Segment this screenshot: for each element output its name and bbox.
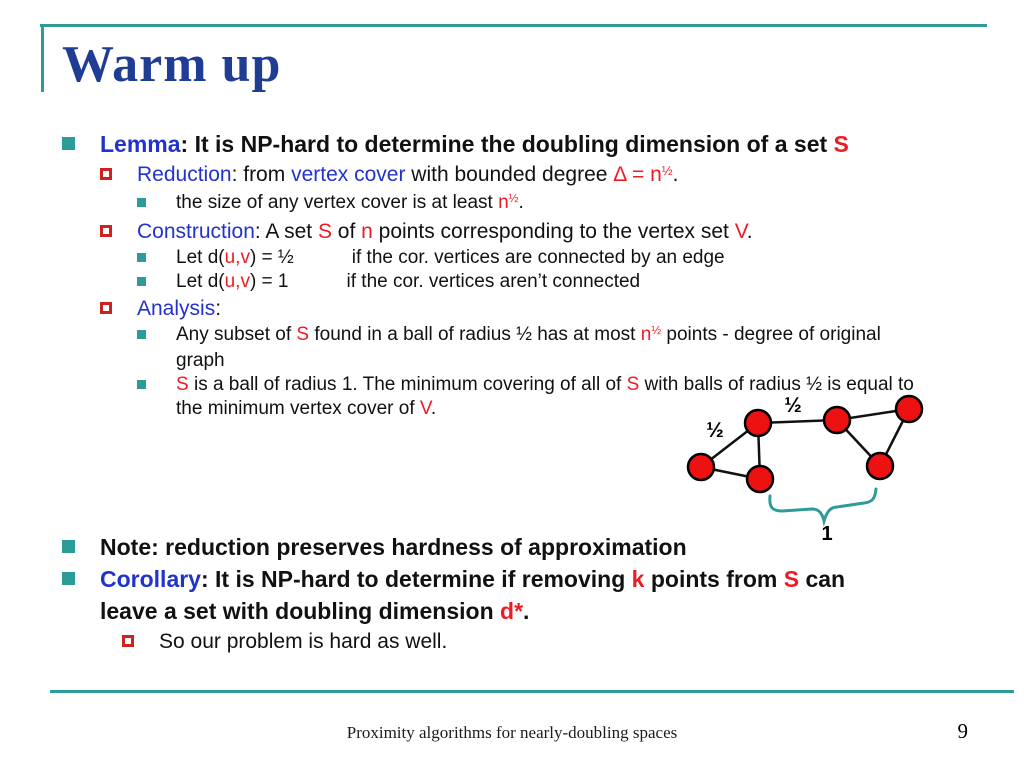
- footer-divider: [50, 690, 1014, 693]
- bullet-red-outline-square-icon: [100, 225, 112, 237]
- bullet-item: [0, 160, 984, 191]
- graph-node: [896, 396, 922, 422]
- vertex-cover-graph-figure: [655, 385, 965, 555]
- bullet-teal-square-icon: [62, 540, 75, 553]
- bullet-item: [0, 246, 984, 270]
- bullet-text: So our problem is hard as well.: [159, 630, 448, 653]
- bullet-text: Let d(u,v) = 1 if the cor. vertices aren’t connected: [176, 271, 641, 292]
- bullet-teal-square-small-icon: [137, 277, 146, 286]
- bullet-item: [0, 191, 984, 217]
- graph-nodes: [688, 396, 922, 492]
- bullet-teal-square-small-icon: [137, 380, 146, 389]
- bullet-red-outline-square-icon: [122, 635, 134, 647]
- bullet-text: Let d(u,v) = ½ if the cor. vertices are connected by an edge: [176, 247, 725, 268]
- title-left-border: [41, 24, 44, 92]
- bullet-text: Corollary: It is NP-hard to determine if removing k points from S can leave a set with doubling dimension d*.: [100, 566, 846, 624]
- bullet-item: [0, 563, 984, 627]
- bullet-text: Construction: A set S of n points corresponding to the vertex set V.: [137, 220, 753, 243]
- bullet-item: [0, 128, 984, 160]
- edge-distance-label-top: ½: [784, 394, 802, 417]
- bullet-text: Reduction: from vertex cover with bounded degree $\Delta = n^{\frac{1}{2}}$.: [137, 162, 679, 186]
- bullet-teal-square-icon: [62, 137, 75, 150]
- slide-title: Warm up: [62, 36, 282, 93]
- bullet-item: [0, 627, 984, 656]
- bullet-text: S is a ball of radius 1. The minimum covering of all of S with balls of radius ½ is equal to the minimum vertex cover of V.: [176, 374, 914, 419]
- edge-distance-label-left: ½: [706, 419, 724, 442]
- bullet-text: Note: reduction preserves hardness of approximation: [100, 534, 687, 560]
- bullet-red-outline-square-icon: [100, 168, 112, 180]
- graph-node: [824, 407, 850, 433]
- bullet-text: Any subset of S found in a ball of radius ½ has at most $n^{\frac{1}{2}}$ points - degree of original graph: [176, 324, 881, 371]
- bullet-text: Analysis:: [137, 297, 222, 320]
- graph-node: [747, 466, 773, 492]
- bullet-text: the size of any vertex cover is at least $n^{\frac{1}{2}}$.: [176, 192, 524, 213]
- graph-node: [688, 454, 714, 480]
- graph-node: [745, 410, 771, 436]
- distance-brace: [770, 489, 876, 521]
- bullet-red-outline-square-icon: [100, 302, 112, 314]
- title-top-border: [40, 24, 987, 27]
- bullet-text: Lemma: It is NP-hard to determine the doubling dimension of a set S: [100, 131, 849, 157]
- brace-distance-label: 1: [821, 523, 833, 545]
- bullet-teal-square-small-icon: [137, 330, 146, 339]
- bullet-item: [0, 294, 984, 323]
- bullet-teal-square-small-icon: [137, 198, 146, 207]
- footer-title: Proximity algorithms for nearly-doubling spaces: [346, 723, 678, 742]
- bullet-item: [0, 323, 984, 373]
- bullet-teal-square-small-icon: [137, 253, 146, 262]
- bullet-item: [0, 270, 984, 294]
- graph-node: [867, 453, 893, 479]
- bullet-teal-square-icon: [62, 572, 75, 585]
- page-number: 9: [957, 719, 968, 743]
- bullet-item: [0, 217, 984, 246]
